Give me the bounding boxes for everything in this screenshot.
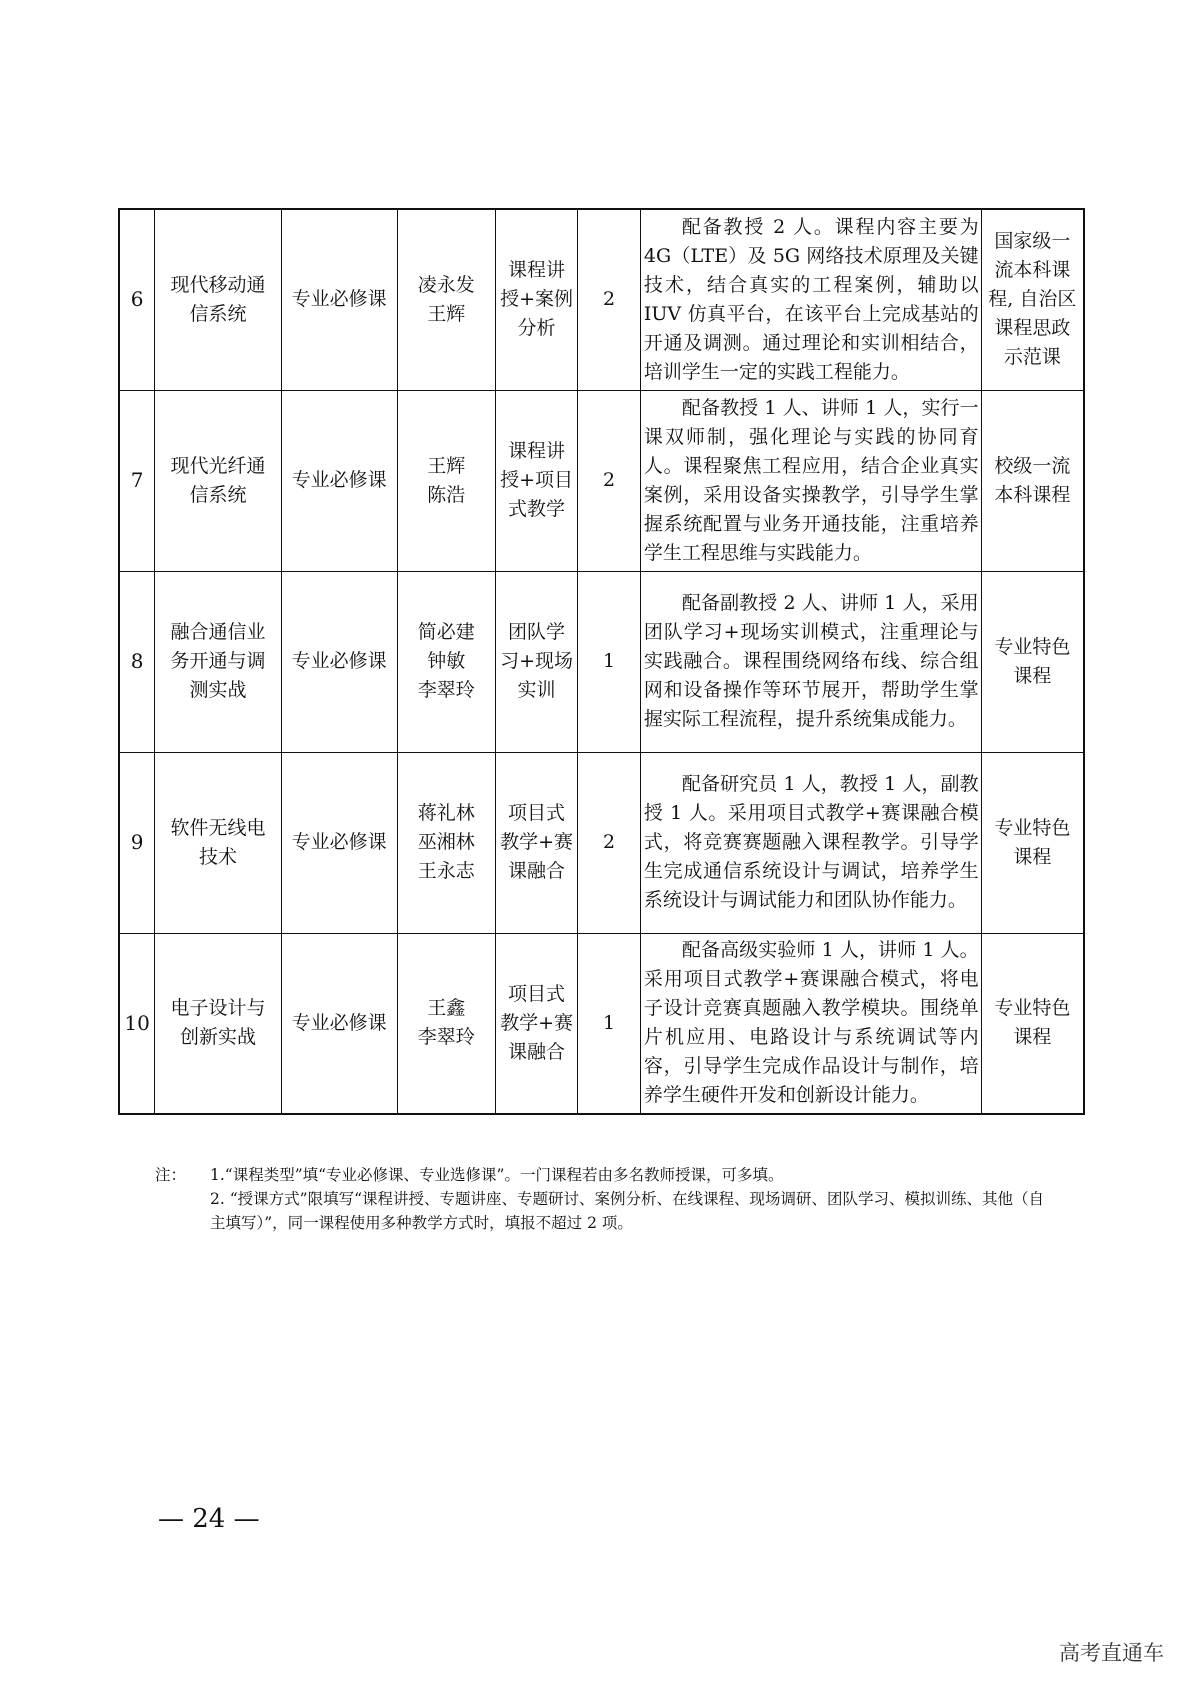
course-type: 专业必修课	[281, 209, 397, 390]
course-name: 电子设计与 创新实战	[155, 933, 282, 1114]
course-level: 专业特色 课程	[981, 571, 1084, 752]
table-notes	[155, 1163, 1055, 1235]
course-description: 配备教授 1 人、讲师 1 人，实行一课双师制，强化理论与实践的协同育人。课程聚焦工程应用，结合企业真实案例，采用设备实操教学，引导学生掌握系统配置与业务开通技能，注重培养学生工程思维与实践能力。	[640, 390, 981, 571]
note-item: 1.“课程类型”填“专业必修课、专业选修课”。一门课程若由多名教师授课，可多填。	[210, 1166, 784, 1184]
table-row	[119, 752, 1084, 933]
course-level: 专业特色 课程	[981, 933, 1084, 1114]
course-description: 配备高级实验师 1 人，讲师 1 人。采用项目式教学+赛课融合模式，将电子设计竞赛真题融入教学模块。围绕单片机应用、电路设计与系统调试等内容，引导学生完成作品设计与制作，培养学生硬件开发和创新设计能力。	[640, 933, 981, 1114]
course-teachers: 王辉 陈浩	[397, 390, 495, 571]
course-credits: 1	[578, 933, 641, 1114]
course-table	[118, 208, 1085, 1115]
course-level: 专业特色 课程	[981, 752, 1084, 933]
course-level: 国家级一 流本科课 程, 自治区 课程思政 示范课	[981, 209, 1084, 390]
course-type: 专业必修课	[281, 933, 397, 1114]
table-row	[119, 209, 1084, 390]
course-description: 配备副教授 2 人、讲师 1 人，采用团队学习+现场实训模式，注重理论与实践融合。课程围绕网络布线、综合组网和设备操作等环节展开，帮助学生掌握实际工程流程，提升系统集成能力。	[640, 571, 981, 752]
note-item: 2. “授课方式”限填写“课程讲授、专题讲座、专题研讨、案例分析、在线课程、现场调研、团队学习、模拟训练、其他（自主填写）”，同一课程使用多种教学方式时，填报不超过 2 项。	[210, 1190, 1044, 1232]
course-name: 现代光纤通 信系统	[155, 390, 282, 571]
course-credits: 2	[578, 752, 641, 933]
course-credits: 2	[578, 390, 641, 571]
watermark: 高考直通车	[1059, 1641, 1164, 1665]
note-line	[155, 1163, 1055, 1187]
teaching-method: 课程讲 授+项目 式教学	[495, 390, 577, 571]
course-number: 6	[119, 209, 155, 390]
course-type: 专业必修课	[281, 390, 397, 571]
page-number: — 24 —	[158, 1504, 260, 1534]
teaching-method: 项目式 教学+赛 课融合	[495, 752, 577, 933]
table-row	[119, 390, 1084, 571]
course-description: 配备教授 2 人。课程内容主要为 4G（LTE）及 5G 网络技术原理及关键技术，结合真实的工程案例，辅助以 IUV 仿真平台，在该平台上完成基站的开通及调测。通过理论和实训相结合，培训学生一定的实践工程能力。	[640, 209, 981, 390]
teaching-method: 项目式 教学+赛 课融合	[495, 933, 577, 1114]
course-name: 现代移动通 信系统	[155, 209, 282, 390]
course-type: 专业必修课	[281, 571, 397, 752]
course-credits: 1	[578, 571, 641, 752]
course-name: 软件无线电 技术	[155, 752, 282, 933]
course-teachers: 简必建 钟敏 李翠玲	[397, 571, 495, 752]
course-credits: 2	[578, 209, 641, 390]
teaching-method: 课程讲 授+案例 分析	[495, 209, 577, 390]
course-number: 9	[119, 752, 155, 933]
teaching-method: 团队学 习+现场 实训	[495, 571, 577, 752]
notes-label: 注：	[155, 1166, 187, 1184]
course-description: 配备研究员 1 人，教授 1 人，副教授 1 人。采用项目式教学+赛课融合模式，将竞赛赛题融入课程教学。引导学生完成通信系统设计与调试，培养学生系统设计与调试能力和团队协作能力。	[640, 752, 981, 933]
course-number: 8	[119, 571, 155, 752]
course-teachers: 王鑫 李翠玲	[397, 933, 495, 1114]
course-name: 融合通信业 务开通与调 测实战	[155, 571, 282, 752]
table-row	[119, 933, 1084, 1114]
course-teachers: 凌永发 王辉	[397, 209, 495, 390]
course-level: 校级一流 本科课程	[981, 390, 1084, 571]
course-number: 7	[119, 390, 155, 571]
table-row	[119, 571, 1084, 752]
course-number: 10	[119, 933, 155, 1114]
course-teachers: 蒋礼林 巫湘林 王永志	[397, 752, 495, 933]
course-type: 专业必修课	[281, 752, 397, 933]
